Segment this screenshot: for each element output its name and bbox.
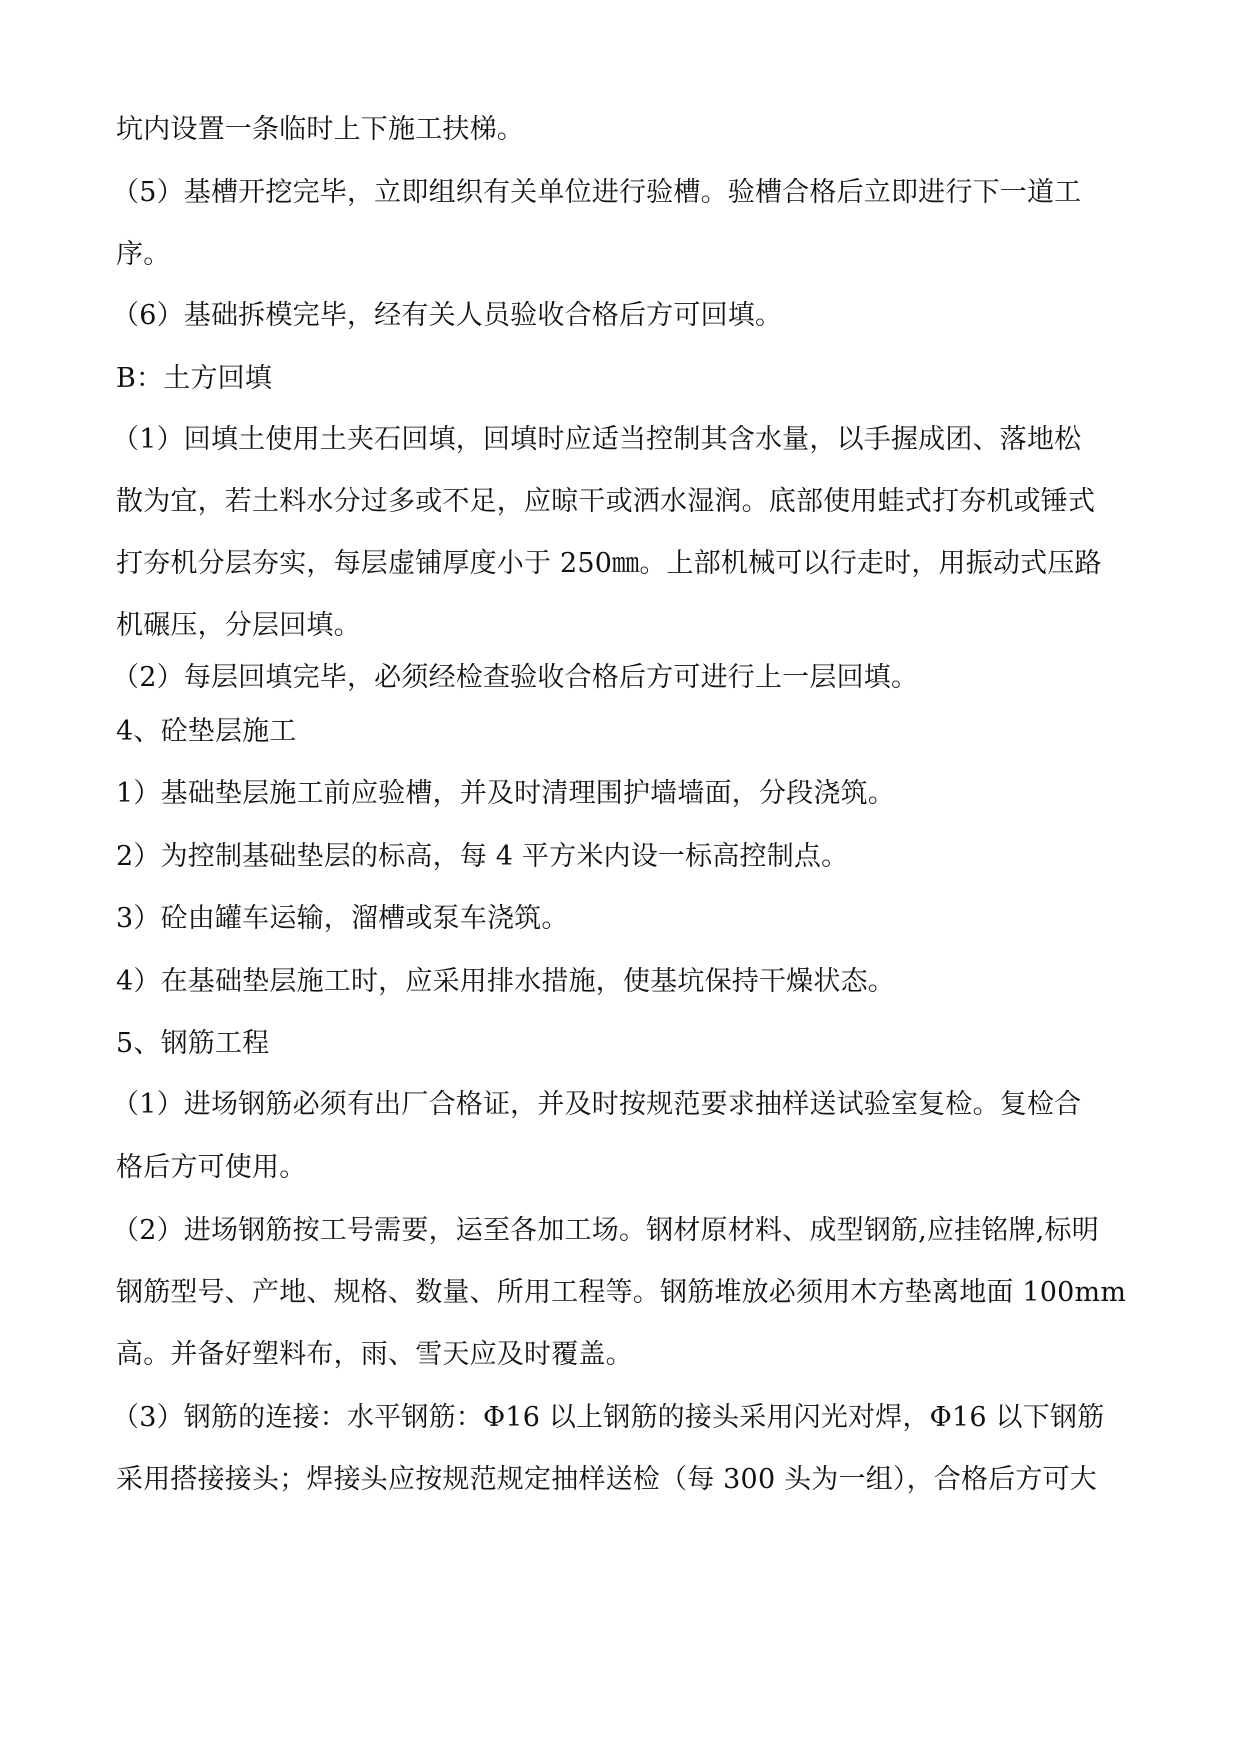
section-heading: B：土方回填 xyxy=(116,363,273,394)
list-item: 2）为控制基础垫层的标高，每 4 平方米内设一标高控制点。 xyxy=(116,841,849,872)
list-item: 4）在基础垫层施工时，应采用排水措施，使基坑保持干燥状态。 xyxy=(116,966,895,997)
list-item: 1）基础垫层施工前应验槽，并及时清理围护墙墙面，分段浇筑。 xyxy=(116,778,895,809)
section-heading: 5、钢筋工程 xyxy=(116,1028,270,1059)
paragraph-line: 散为宜，若土料水分过多或不足，应晾干或洒水湿润。底部使用蛙式打夯机或锤式 xyxy=(116,486,1096,517)
paragraph-line: 打夯机分层夯实，每层虚铺厚度小于 250㎜。上部机械可以行走时，用振动式压路 xyxy=(116,548,1102,579)
paragraph-line: （1）回填土使用土夹石回填，回填时应适当控制其含水量，以手握成团、落地松 xyxy=(112,424,1082,455)
paragraph-line: （6）基础拆模完毕，经有关人员验收合格后方可回填。 xyxy=(112,300,783,331)
list-item: 3）砼由罐车运输，溜槽或泵车浇筑。 xyxy=(116,903,569,934)
paragraph-line: （2）进场钢筋按工号需要，运至各加工场。钢材原材料、成型钢筋,应挂铭牌,标明 xyxy=(112,1215,1099,1246)
paragraph-line: 采用搭接接头；焊接头应按规范规定抽样送检（每 300 头为一组），合格后方可大 xyxy=(116,1464,1097,1495)
paragraph-line: （2）每层回填完毕，必须经检查验收合格后方可进行上一层回填。 xyxy=(112,662,919,693)
paragraph-line: （3）钢筋的连接：水平钢筋：Φ16 以上钢筋的接头采用闪光对焊，Φ16 以下钢筋 xyxy=(112,1402,1105,1433)
paragraph-line: 序。 xyxy=(116,239,171,270)
paragraph-line: 钢筋型号、产地、规格、数量、所用工程等。钢筋堆放必须用木方垫离地面 100mm xyxy=(116,1277,1127,1308)
paragraph-line: 高。并备好塑料布，雨、雪天应及时覆盖。 xyxy=(116,1339,633,1370)
section-heading: 4、砼垫层施工 xyxy=(116,716,297,747)
paragraph-line: （5）基槽开挖完毕，立即组织有关单位进行验槽。验槽合格后立即进行下一道工 xyxy=(112,177,1082,208)
paragraph-line: 格后方可使用。 xyxy=(116,1152,307,1183)
paragraph-line: 坑内设置一条临时上下施工扶梯。 xyxy=(116,114,524,145)
paragraph-line: 机碾压，分层回填。 xyxy=(116,610,361,641)
paragraph-line: （1）进场钢筋必须有出厂合格证，并及时按规范要求抽样送试验室复检。复检合 xyxy=(112,1089,1082,1120)
